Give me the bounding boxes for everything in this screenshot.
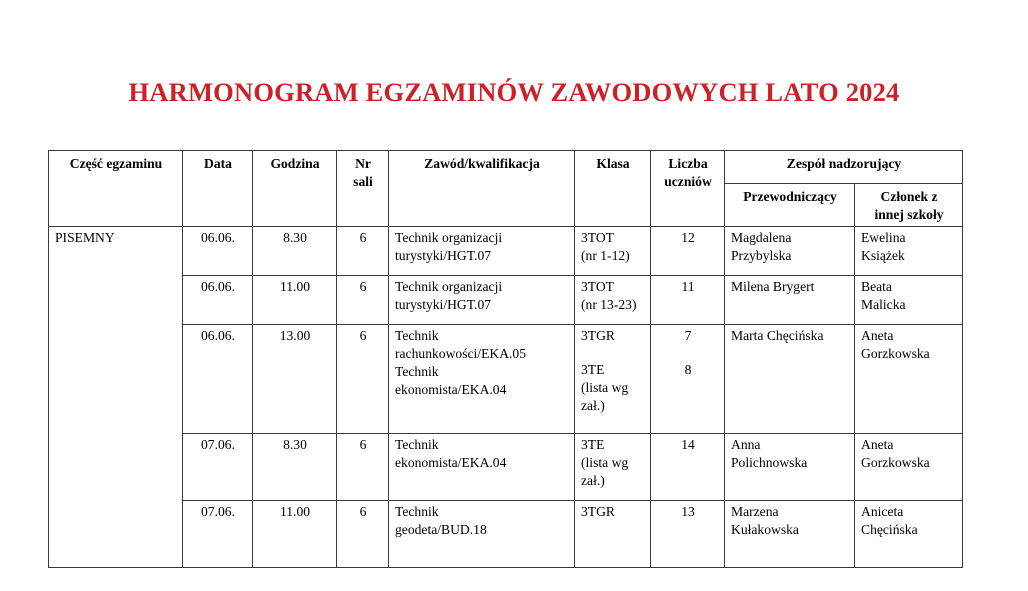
column-header-member-line1: Członek z xyxy=(880,189,938,204)
table-row xyxy=(49,325,963,434)
profession-line: rachunkowości/EKA.05 xyxy=(395,345,526,361)
profession-line: Technik xyxy=(395,437,439,452)
exam-schedule-table xyxy=(48,150,963,568)
header-row-top xyxy=(49,151,963,184)
chairperson-line: Marzena xyxy=(731,504,779,519)
student-count-cell: 13 xyxy=(651,501,725,568)
class-cell xyxy=(575,227,651,276)
class-line: 3TGR xyxy=(581,328,615,343)
class-line: (lista wg xyxy=(581,379,629,395)
member-line: Gorzkowska xyxy=(861,345,930,361)
exam-part-cell: PISEMNY xyxy=(49,227,183,568)
class-line: 3TE xyxy=(581,361,605,377)
chairperson-cell xyxy=(725,227,855,276)
time-cell: 11.00 xyxy=(253,276,337,325)
table-row xyxy=(49,276,963,325)
external-member-cell xyxy=(855,434,963,501)
date-cell: 06.06. xyxy=(183,227,253,276)
external-member-cell xyxy=(855,325,963,434)
time-cell: 8.30 xyxy=(253,227,337,276)
room-cell: 6 xyxy=(337,276,389,325)
table-body xyxy=(49,227,963,568)
room-cell: 6 xyxy=(337,501,389,568)
chairperson-line: Magdalena xyxy=(731,230,792,245)
profession-line: geodeta/BUD.18 xyxy=(395,521,487,537)
profession-line: Technik organizacji xyxy=(395,230,503,245)
member-line: Książek xyxy=(861,247,905,263)
table-row xyxy=(49,227,963,276)
chairperson-cell xyxy=(725,325,855,434)
student-count-cell: 12 xyxy=(651,227,725,276)
class-line: 3TOT xyxy=(581,279,614,294)
chairperson-line: Milena Brygert xyxy=(731,279,815,294)
column-header-room-line1: Nr xyxy=(355,156,371,171)
student-count-cell: 14 xyxy=(651,434,725,501)
class-line: (lista wg xyxy=(581,454,629,470)
time-cell: 13.00 xyxy=(253,325,337,434)
class-line: zał.) xyxy=(581,472,605,488)
schedule-table-container xyxy=(48,150,962,568)
column-header-member-line2: innej szkoły xyxy=(874,206,944,222)
profession-line: Technik xyxy=(395,504,439,519)
profession-line: Technik xyxy=(395,363,439,379)
chairperson-line: Marta Chęcińska xyxy=(731,328,824,343)
profession-cell xyxy=(389,325,575,434)
chairperson-line: Anna xyxy=(731,437,761,452)
member-line: Gorzkowska xyxy=(861,454,930,470)
member-line: Malicka xyxy=(861,296,906,312)
class-line: (nr 13-23) xyxy=(581,296,637,312)
member-line: Aniceta xyxy=(861,504,904,519)
class-line: 3TGR xyxy=(581,504,615,519)
profession-line: Technik organizacji xyxy=(395,279,503,294)
profession-line: ekonomista/EKA.04 xyxy=(395,381,507,397)
table-header xyxy=(49,151,963,227)
date-cell: 06.06. xyxy=(183,276,253,325)
member-line: Ewelina xyxy=(861,230,906,245)
room-cell: 6 xyxy=(337,227,389,276)
chairperson-line: Polichnowska xyxy=(731,454,808,470)
column-header-count-line1: Liczba xyxy=(668,156,708,171)
page-title-container xyxy=(0,60,1028,125)
room-cell: 6 xyxy=(337,325,389,434)
profession-cell xyxy=(389,276,575,325)
column-header-room-line2: sali xyxy=(353,173,373,189)
member-line: Beata xyxy=(861,279,892,294)
column-header-exam-part: Część egzaminu xyxy=(49,151,183,227)
class-cell xyxy=(575,501,651,568)
class-cell xyxy=(575,276,651,325)
column-header-supervising-team: Zespół nadzorujący xyxy=(725,151,963,184)
student-count-spacer xyxy=(657,345,719,361)
class-spacer xyxy=(581,345,645,361)
student-count-cell xyxy=(651,325,725,434)
external-member-cell xyxy=(855,227,963,276)
column-header-class: Klasa xyxy=(575,151,651,227)
student-count-line: 8 xyxy=(684,361,692,377)
column-header-student-count xyxy=(651,151,725,227)
column-header-count-line2: uczniów xyxy=(664,173,712,189)
member-line: Aneta xyxy=(861,437,894,452)
table-row xyxy=(49,501,963,568)
member-line: Aneta xyxy=(861,328,894,343)
column-header-external-member xyxy=(855,184,963,227)
room-cell: 6 xyxy=(337,434,389,501)
page-title: HARMONOGRAM EGZAMINÓW ZAWODOWYCH LATO 2024 xyxy=(128,76,900,107)
chairperson-line: Kułakowska xyxy=(731,521,799,537)
column-header-chairperson: Przewodniczący xyxy=(725,184,855,227)
member-line: Chęcińska xyxy=(861,521,918,537)
profession-line: turystyki/HGT.07 xyxy=(395,296,492,312)
chairperson-cell xyxy=(725,434,855,501)
class-line: 3TOT xyxy=(581,230,614,245)
profession-line: turystyki/HGT.07 xyxy=(395,247,492,263)
date-cell: 07.06. xyxy=(183,434,253,501)
class-cell xyxy=(575,434,651,501)
chairperson-cell xyxy=(725,276,855,325)
student-count-cell: 11 xyxy=(651,276,725,325)
date-cell: 06.06. xyxy=(183,325,253,434)
external-member-cell xyxy=(855,276,963,325)
time-cell: 8.30 xyxy=(253,434,337,501)
time-cell: 11.00 xyxy=(253,501,337,568)
table-row xyxy=(49,434,963,501)
profession-cell xyxy=(389,501,575,568)
column-header-date: Data xyxy=(183,151,253,227)
column-header-time: Godzina xyxy=(253,151,337,227)
profession-line: Technik xyxy=(395,328,439,343)
class-line: (nr 1-12) xyxy=(581,247,630,263)
chairperson-line: Przybylska xyxy=(731,247,792,263)
external-member-cell xyxy=(855,501,963,568)
class-line: 3TE xyxy=(581,437,605,452)
column-header-room xyxy=(337,151,389,227)
student-count-line: 7 xyxy=(684,328,692,343)
column-header-profession: Zawód/kwalifikacja xyxy=(389,151,575,227)
profession-cell xyxy=(389,227,575,276)
chairperson-cell xyxy=(725,501,855,568)
date-cell: 07.06. xyxy=(183,501,253,568)
profession-line: ekonomista/EKA.04 xyxy=(395,454,507,470)
class-line: zał.) xyxy=(581,397,605,413)
profession-cell xyxy=(389,434,575,501)
class-cell xyxy=(575,325,651,434)
